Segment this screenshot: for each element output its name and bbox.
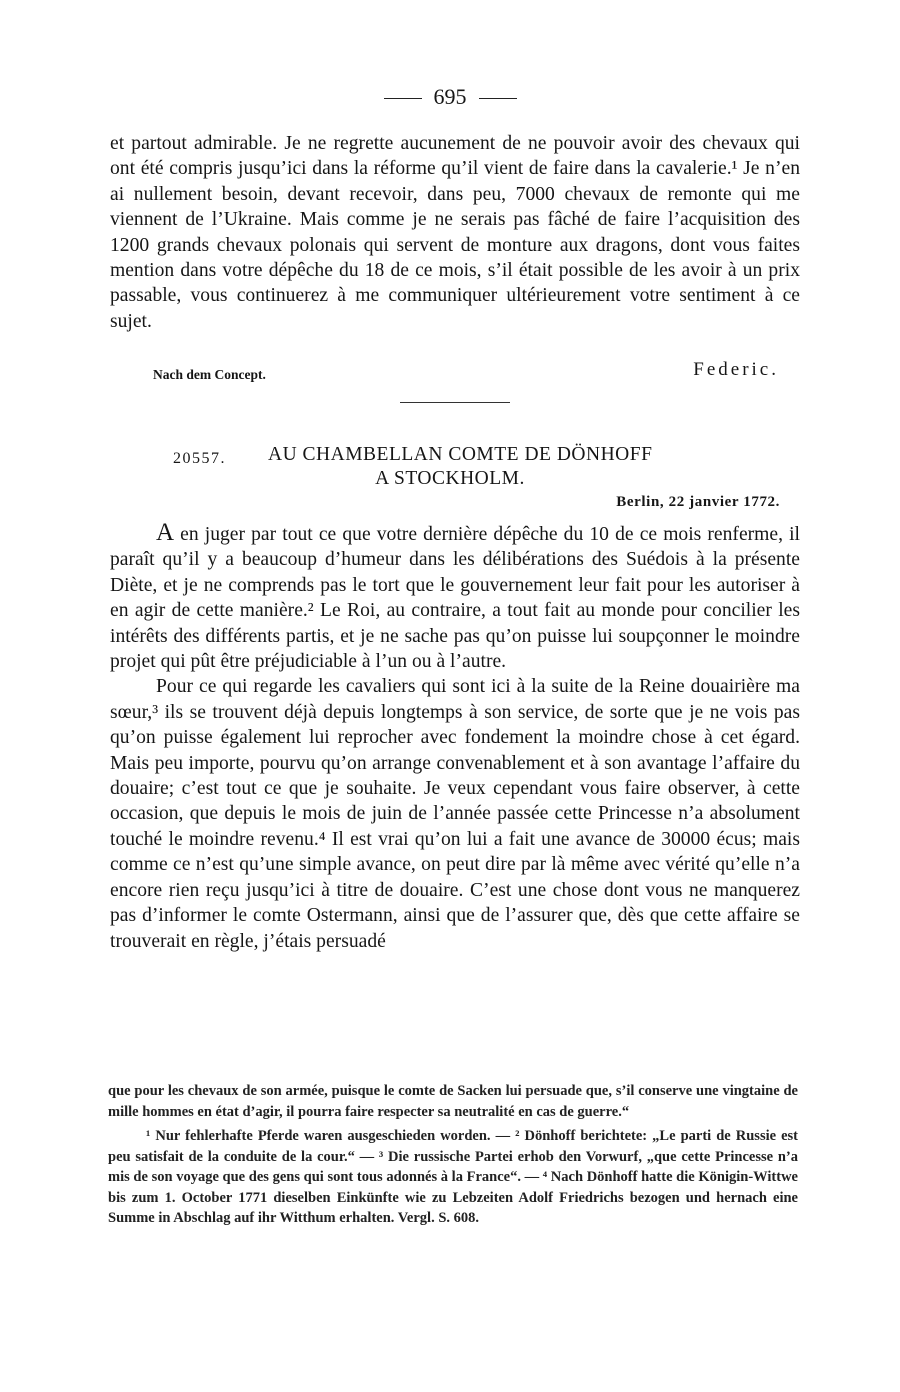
closing-row	[153, 359, 779, 385]
letter-number: 20557.	[173, 450, 226, 467]
carryover-text-block	[110, 131, 800, 334]
page-number: 695	[433, 84, 467, 109]
left-dash	[384, 98, 422, 99]
letter-paragraph-1	[110, 520, 800, 674]
letter-paragraph-1-text: en juger par tout ce que votre dernière dépêche du 10 de ce mois renferme, il paraît qu’il y a beaucoup d’humeur dans les délibérations des Suédois à la présente Diète, et je ne comprends pas le tort que le gouvernement leur fait pour les autoriser à en agir de cette manière.² Le Roi, au contraire, a tout fait au monde pour concilier les intérêts des différents partis, et je ne sache pas qu’on puisse lui soupçonner le moindre projet qui pût être préjudiciable à l’un ou à l’autre.	[110, 524, 800, 673]
running-head	[0, 84, 900, 110]
letter-paragraph-2: Pour ce qui regarde les cavaliers qui sont ici à la suite de la Reine douairière ma sœur,³ ils se trouvent déjà depuis longtemps à son service, de sorte que je ne vois pas qu’on puisse également lui reprocher avec fondement la moindre chose à cet égard. Mais peu importe, pourvu qu’on arrange convenablement et à son avantage l’affaire du douaire; c’est tout ce que je souhaite. Je veux cependant vous faire observer, à cette occasion, que depuis le mois de juin de l’année passée cette Princesse n’a absolument touché le moindre revenu.⁴ Il est vrai qu’on lui a fait une avance de 30000 écus; mais comme ce n’est qu’une simple avance, on peut dire par là même avec vérité qu’elle n’a encore rien reçu jusqu’ici à titre de douaire. C’est une chose dont vous ne manquerez pas d’informer le comte Ostermann, ainsi que de l’assurer que, dès que cette affaire se trouverait en règle, j’étais persuadé	[110, 676, 800, 952]
signature: Federic.	[693, 359, 779, 380]
letter-heading-line2: A STOCKHOLM.	[375, 468, 525, 489]
carryover-paragraph: et partout admirable. Je ne regrette aucunement de ne pouvoir avoir des chevaux qui ont été compris jusqu’ici dans la réforme qu’il vient de faire dans la cavalerie.¹ Je n’en ai nullement besoin, devant recevoir, dans peu, 7000 chevaux de remonte qui me viennent de l’Ukraine. Mais comme je ne serais pas fâché de faire l’acquisition des 1200 grands chevaux polonais qui servent de monture aux dragons, dont vous faites mention dans votre dépêche du 18 de ce mois, s’il était possible de les avoir à un prix passable, vous continuerez à me communiquer ultérieurement votre sentiment à ce sujet.	[110, 133, 800, 332]
drop-cap: A	[156, 519, 175, 546]
footnote-list: ¹ Nur fehlerhafte Pferde waren ausgeschieden worden. — ² Dönhoff berichtete: „Le parti de Russie est peu satisfait de la conduite de la cour.“ — ³ Die russische Partei erhob den Vorwurf, „que cette Princesse n’a mis de son voyage que des gens qui sont tous adonnés à la France“. — ⁴ Nach Dönhoff hatte die Königin-Wittwe bis zum 1. October 1771 dieselben Einkünfte wie zu Lebzeiten Adolf Friedrichs bezogen und hernach eine Summe in Abschlag auf ihr Witthum erhalten. Vergl. S. 608.	[108, 1128, 798, 1226]
footnote-carryover: que pour les chevaux de son armée, puisque le comte de Sacken lui persuade que, s’il conserve une vingtaine de mille hommes en état d’agir, il pourra faire respecter sa neutralité en cas de guerre.“	[108, 1083, 798, 1120]
footnotes	[108, 1081, 798, 1229]
section-separator-rule	[400, 402, 510, 403]
letter-heading-line1: AU CHAMBELLAN COMTE DE DÖNHOFF	[268, 444, 653, 465]
source-note: Nach dem Concept.	[153, 367, 266, 382]
dateline: Berlin, 22 janvier 1772.	[616, 494, 780, 510]
right-dash	[479, 98, 517, 99]
letter-body	[110, 520, 800, 954]
